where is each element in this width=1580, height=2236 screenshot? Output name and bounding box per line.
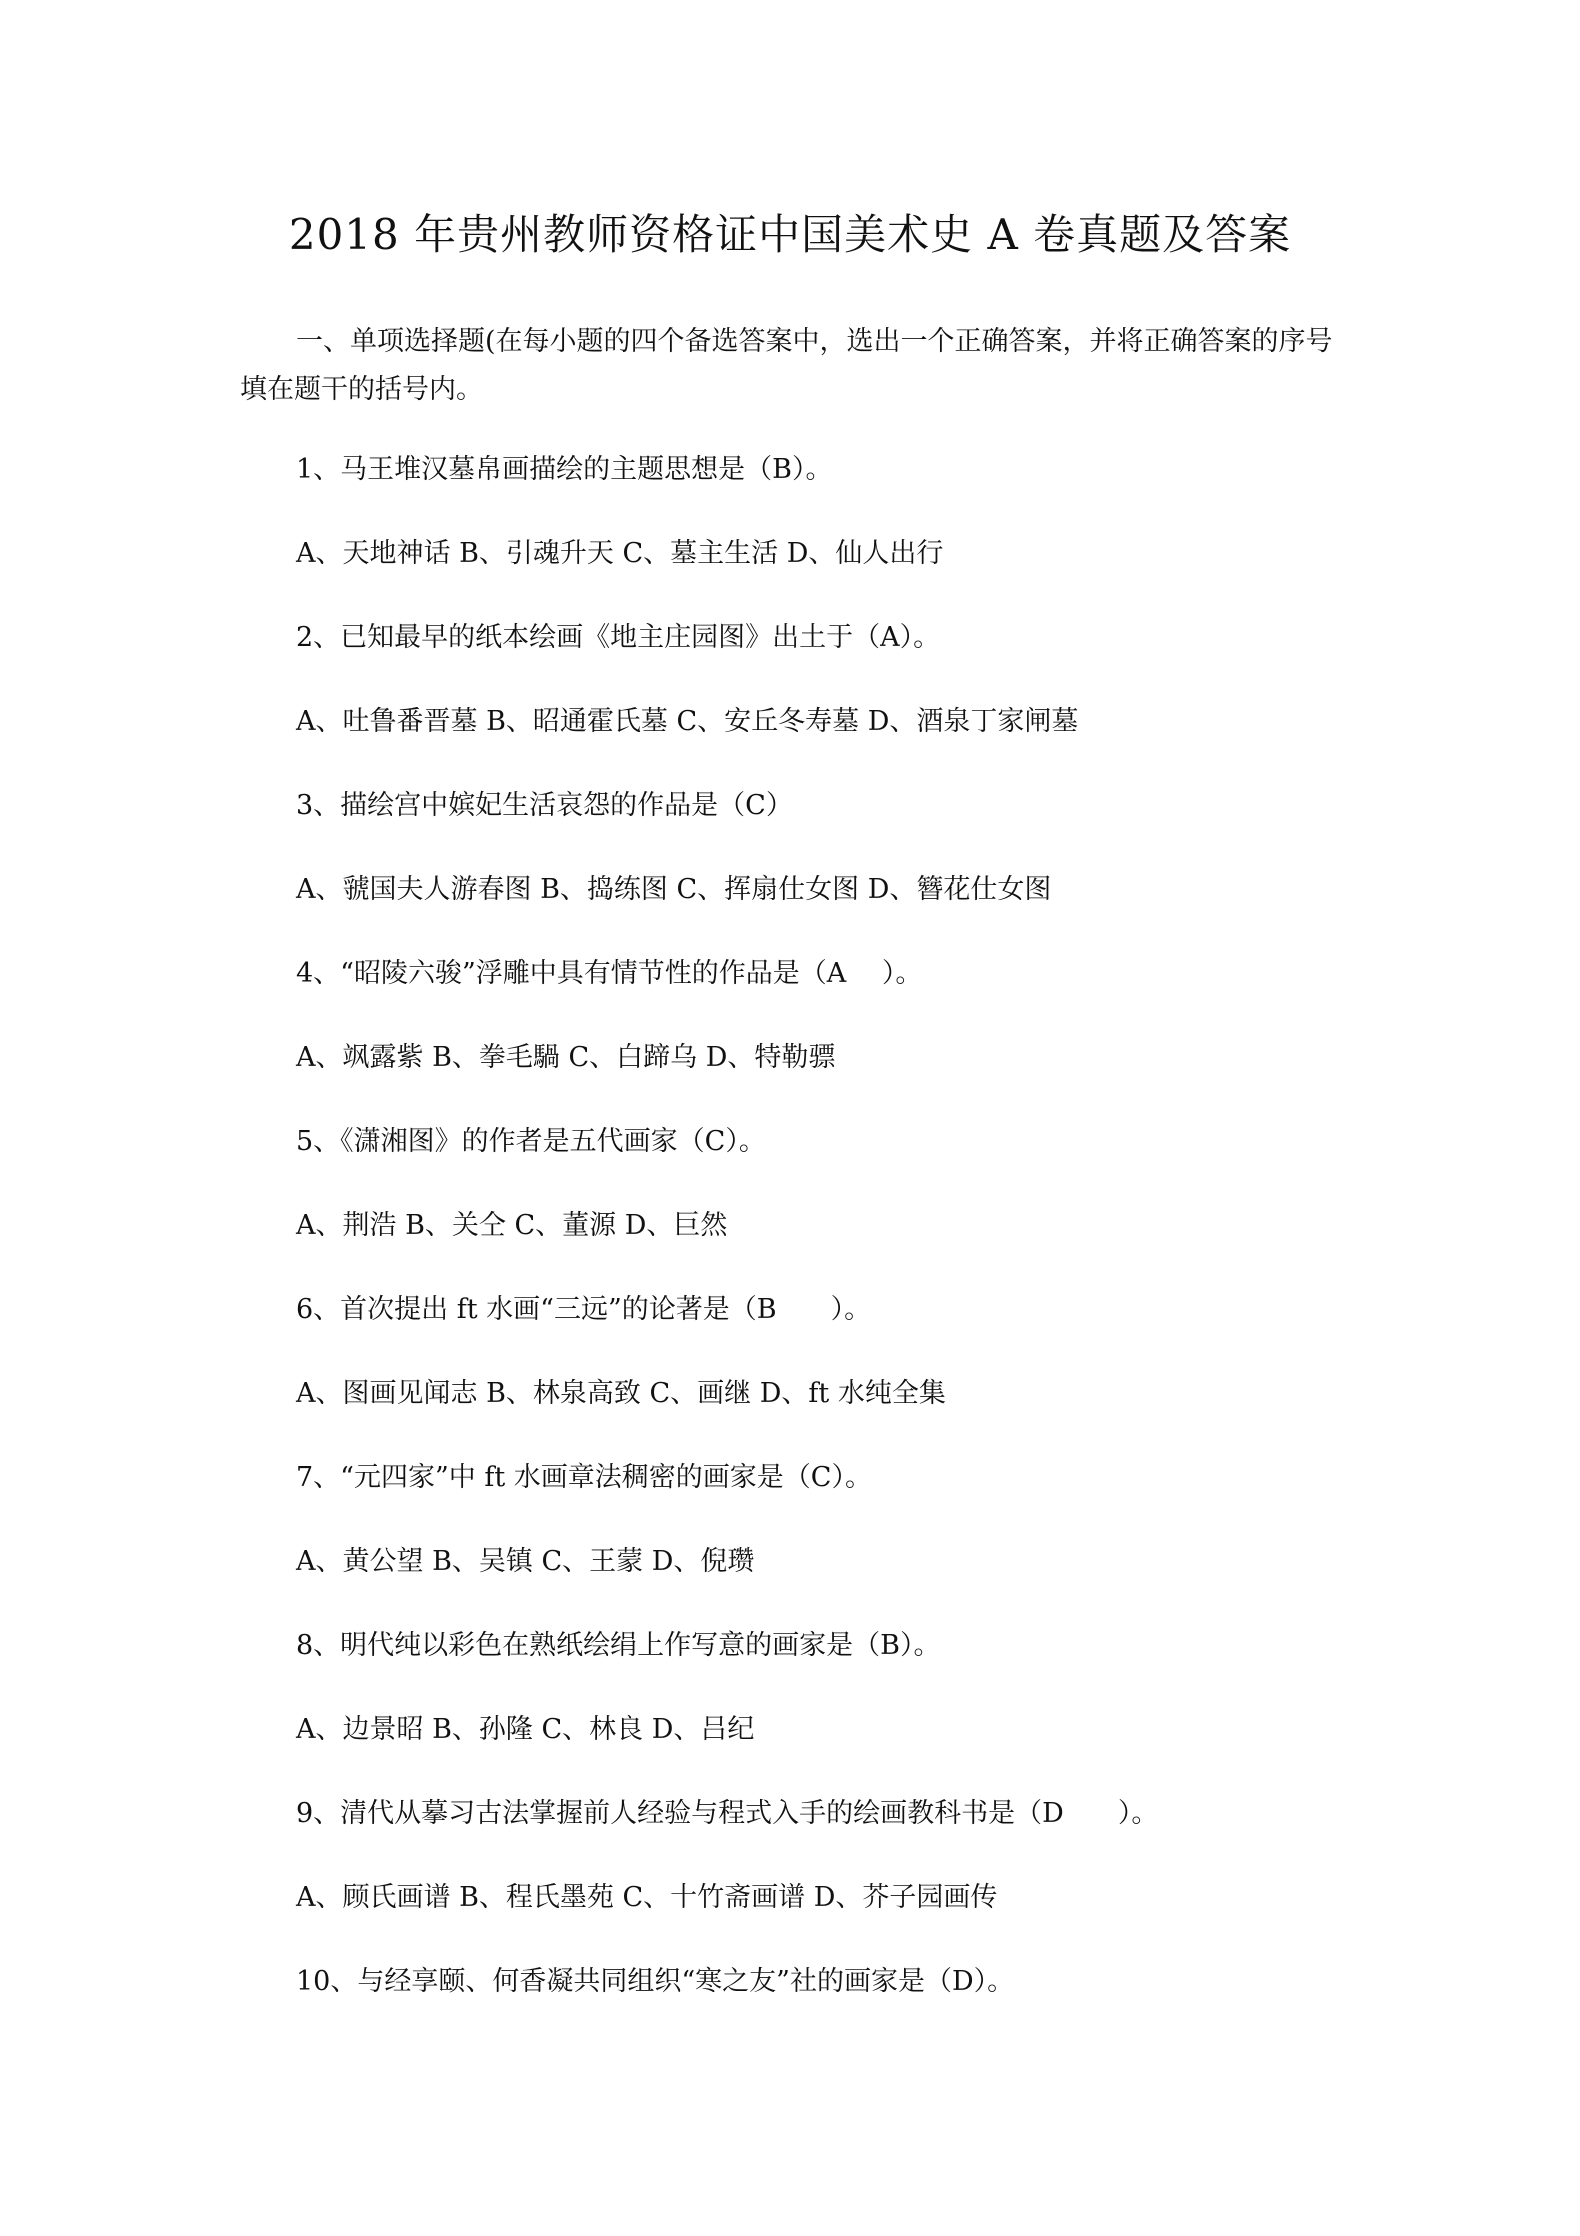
question-6: 6、首次提出 ft 水画“三远”的论著是（B ）。 bbox=[296, 1294, 872, 1325]
question-7: 7、“元四家”中 ft 水画章法稠密的画家是（C）。 bbox=[296, 1462, 872, 1493]
question-5: 5、《潇湘图》的作者是五代画家（C）。 bbox=[296, 1126, 766, 1157]
options-1: A、天地神话 B、引魂升天 C、墓主生活 D、仙人出行 bbox=[296, 538, 944, 569]
question-3: 3、描绘宫中嫔妃生活哀怨的作品是（C） bbox=[296, 790, 793, 821]
question-8: 8、明代纯以彩色在熟纸绘绢上作写意的画家是（B）。 bbox=[296, 1630, 941, 1661]
question-4: 4、“昭陵六骏”浮雕中具有情节性的作品是（A ）。 bbox=[296, 958, 923, 989]
options-7: A、黄公望 B、吴镇 C、王蒙 D、倪瓒 bbox=[296, 1546, 755, 1577]
question-10: 10、与经享颐、何香凝共同组织“寒之友”社的画家是（D）。 bbox=[296, 1966, 1015, 1997]
options-4: A、飒露紫 B、拳毛騧 C、白蹄乌 D、特勒骠 bbox=[296, 1042, 836, 1073]
section-intro: 一、单项选择题(在每小题的四个备选答案中，选出一个正确答案，并将正确答案的序号填在题干的括号内。 bbox=[240, 326, 1333, 405]
options-5: A、荆浩 B、关仝 C、董源 D、巨然 bbox=[296, 1210, 728, 1241]
question-1: 1、马王堆汉墓帛画描绘的主题思想是（B）。 bbox=[296, 454, 833, 485]
options-9: A、顾氏画谱 B、程氏墨苑 C、十竹斋画谱 D、芥子园画传 bbox=[296, 1882, 998, 1913]
question-9: 9、清代从摹习古法掌握前人经验与程式入手的绘画教科书是（D ）。 bbox=[296, 1798, 1159, 1829]
options-8: A、边景昭 B、孙隆 C、林良 D、吕纪 bbox=[296, 1714, 755, 1745]
options-3: A、虢国夫人游春图 B、捣练图 C、挥扇仕女图 D、簪花仕女图 bbox=[296, 874, 1052, 905]
options-2: A、吐鲁番晋墓 B、昭通霍氏墓 C、安丘冬寿墓 D、酒泉丁家闸墓 bbox=[296, 706, 1079, 737]
document-title: 2018 年贵州教师资格证中国美术史 A 卷真题及答案 bbox=[288, 210, 1292, 259]
question-2: 2、已知最早的纸本绘画《地主庄园图》出土于（A）。 bbox=[296, 622, 941, 653]
options-6: A、图画见闻志 B、林泉高致 C、画继 D、ft 水纯全集 bbox=[296, 1378, 946, 1409]
